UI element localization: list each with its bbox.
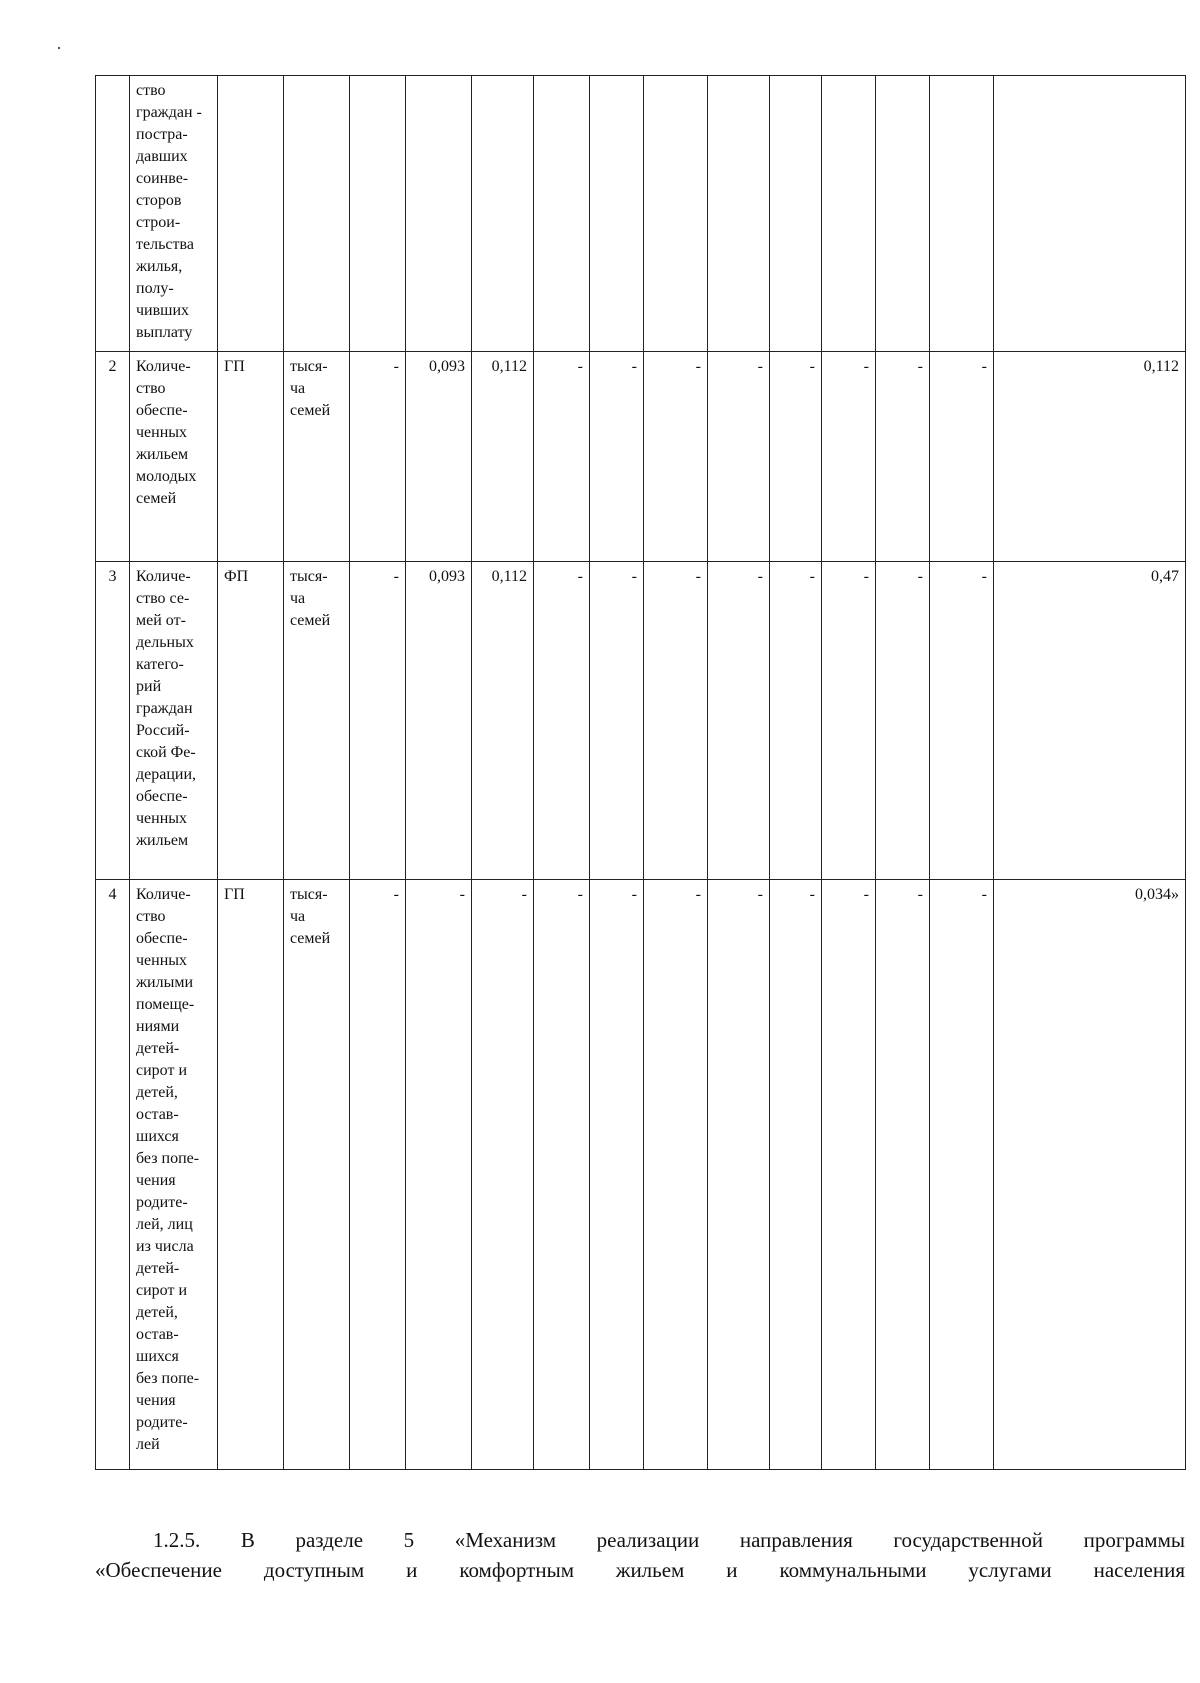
unit <box>284 76 350 352</box>
value-cell: - <box>930 880 994 1470</box>
row-number <box>96 76 130 352</box>
value-cell <box>350 76 406 352</box>
value-cell: 0,093 <box>406 562 472 880</box>
value-cell: 0,093 <box>406 352 472 562</box>
program-type: ФП <box>218 562 284 880</box>
final-value: 0,47 <box>994 562 1186 880</box>
value-cell: - <box>534 562 590 880</box>
row-number: 3 <box>96 562 130 880</box>
program-type: ГП <box>218 880 284 1470</box>
indicator-name: Количе- ство обеспе- ченных жилыми помеще- ниями детей- сирот и детей, остав- шихся без попе- чения родите- лей, лиц из числа детей- сирот и детей, остав- шихся без попе- чения родите- лей <box>130 880 218 1470</box>
value-cell: - <box>708 562 770 880</box>
value-cell: - <box>534 880 590 1470</box>
value-cell: - <box>708 352 770 562</box>
indicator-name: Количе- ство се- мей от- дельных катего- рий граждан Россий- ской Фе- дерации, обеспе- ченных жильем <box>130 562 218 880</box>
value-cell <box>644 76 708 352</box>
value-cell: - <box>822 880 876 1470</box>
indicator-name: ство граждан - постра- давших соинве- сторов строи- тельства жилья, полу- чивших выплату <box>130 76 218 352</box>
value-cell <box>930 76 994 352</box>
value-cell <box>822 76 876 352</box>
value-cell <box>534 76 590 352</box>
table-row <box>96 562 1186 880</box>
body-paragraph-line-1: 1.2.5. В разделе 5 «Механизм реализации направления государственной программы <box>153 1528 1185 1552</box>
value-cell: - <box>770 352 822 562</box>
final-value: 0,034» <box>994 880 1186 1470</box>
table-row <box>96 880 1186 1470</box>
value-cell: - <box>590 352 644 562</box>
program-type: ГП <box>218 352 284 562</box>
value-cell: - <box>876 352 930 562</box>
unit: тыся- ча семей <box>284 880 350 1470</box>
value-cell: - <box>708 880 770 1470</box>
value-cell: - <box>644 562 708 880</box>
value-cell: - <box>350 562 406 880</box>
value-cell: 0,112 <box>472 352 534 562</box>
indicators-table <box>95 75 1186 1470</box>
value-cell: - <box>822 562 876 880</box>
value-cell: - <box>406 880 472 1470</box>
unit: тыся- ча семей <box>284 562 350 880</box>
value-cell: - <box>930 562 994 880</box>
value-cell: - <box>350 352 406 562</box>
final-value: 0,112 <box>994 352 1186 562</box>
value-cell <box>708 76 770 352</box>
value-cell: - <box>644 880 708 1470</box>
value-cell: - <box>822 352 876 562</box>
value-cell: 0,112 <box>472 562 534 880</box>
table-row <box>96 352 1186 562</box>
value-cell: - <box>770 562 822 880</box>
scan-speck <box>58 47 60 49</box>
row-number: 2 <box>96 352 130 562</box>
table-row <box>96 76 1186 352</box>
value-cell: - <box>644 352 708 562</box>
final-value <box>994 76 1186 352</box>
value-cell <box>770 76 822 352</box>
value-cell <box>876 76 930 352</box>
value-cell <box>590 76 644 352</box>
value-cell: - <box>770 880 822 1470</box>
value-cell: - <box>590 880 644 1470</box>
value-cell <box>472 76 534 352</box>
value-cell: - <box>350 880 406 1470</box>
value-cell: - <box>590 562 644 880</box>
program-type <box>218 76 284 352</box>
row-number: 4 <box>96 880 130 1470</box>
value-cell: - <box>534 352 590 562</box>
value-cell: - <box>876 880 930 1470</box>
indicator-name: Количе- ство обеспе- ченных жильем молодых семей <box>130 352 218 562</box>
value-cell: - <box>876 562 930 880</box>
body-paragraph-line-2: «Обеспечение доступным и комфортным жильем и коммунальными услугами населения <box>95 1558 1185 1582</box>
value-cell: - <box>472 880 534 1470</box>
value-cell <box>406 76 472 352</box>
value-cell: - <box>930 352 994 562</box>
unit: тыся- ча семей <box>284 352 350 562</box>
